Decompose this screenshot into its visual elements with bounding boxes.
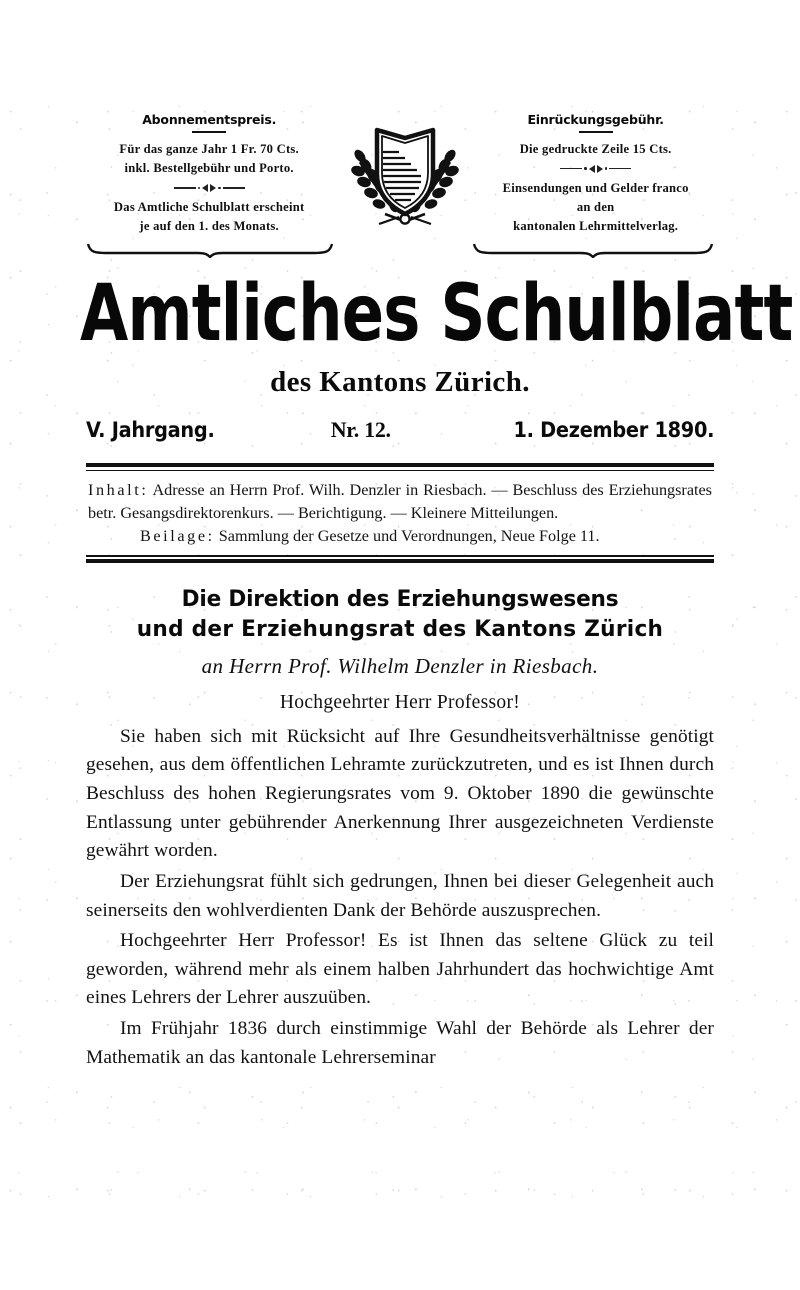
advertising-line-2: Einsendungen und Gelder franco: [502, 181, 689, 196]
issue-line: [0, 399, 800, 443]
heading-rule: [192, 131, 226, 133]
article: [86, 585, 714, 1072]
supplement-text: Sammlung der Gesetze und Verordnungen, Neue Folge 11.: [214, 527, 600, 545]
advertising-line-1: Die gedruckte Zeile 15 Cts.: [519, 142, 672, 156]
advertising-heading: Einrückungsgebühr.: [527, 112, 664, 127]
article-body: [86, 723, 714, 1072]
masthead-subscription-column: [86, 112, 332, 237]
table-of-contents: [86, 463, 714, 563]
article-heading-line-2: und der Erziehungsrat des Kantons Zürich: [136, 615, 664, 642]
issue-volume: V. Jahrgang.: [86, 418, 215, 442]
subscription-line-3: Das Amtliche Schulblatt erscheint: [113, 200, 305, 215]
title-block: [0, 268, 800, 399]
masthead-advertising-column: [477, 112, 714, 237]
coat-of-arms-icon: [332, 112, 477, 234]
article-heading-line-1: Die Direktion des Erziehungswesens: [181, 586, 619, 612]
article-paragraph: Der Erziehungsrat fühlt sich gedrungen, Ihnen bei dieser Gelegenheit auch seinerseits den wohlverdienten Dank der Behörde auszusprechen.: [86, 870, 714, 921]
toc-bottom-rule-thick: [86, 559, 714, 563]
subscription-heading: Abonnementspreis.: [142, 112, 277, 127]
toc-text: Adresse an Herrn Prof. Wilh. Denzler in Riesbach. — Beschluss des Erziehungsrates betr. Gesangsdirektorenkurs. — Berichtigung. — Kleinere Mitteilungen.: [88, 481, 712, 522]
subscription-line-1: Für das ganze Jahr 1 Fr. 70 Cts.: [119, 142, 299, 156]
subscription-line-4: je auf den 1. des Monats.: [139, 219, 279, 234]
article-paragraph: Hochgeehrter Herr Professor! Es ist Ihnen das seltene Glück zu teil geworden, während mehr als einem halben Jahrhundert das hochwichtige Amt eines Lehrers der Lehrer auszuüben.: [86, 930, 714, 1009]
advertising-line-4: kantonalen Lehrmittelverlag.: [513, 219, 679, 234]
issue-number: Nr. 12.: [330, 417, 391, 442]
issue-date: 1. Dezember 1890.: [513, 418, 714, 442]
masthead: [0, 0, 800, 237]
page-subtitle: des Kantons Zürich.: [270, 366, 530, 398]
toc-contents-line: [88, 479, 712, 525]
supplement-label: Beilage:: [140, 527, 215, 545]
brace-rule-right-icon: [472, 242, 714, 258]
article-heading: [99, 585, 702, 645]
article-salutation: Hochgeehrter Herr Professor!: [279, 691, 521, 713]
page-title: Amtliches Schulblatt: [80, 268, 793, 359]
masthead-brace-rules: [0, 237, 800, 258]
article-paragraph: Im Frühjahr 1836 durch einstimmige Wahl der Behörde als Lehrer der Mathematik an das kantonale Lehrerseminar: [86, 1017, 714, 1068]
article-paragraph: Sie haben sich mit Rücksicht auf Ihre Gesundheitsverhältnisse genötigt gesehen, aus dem öffentlichen Lehramte zurückzutreten, und es ist Ihnen durch Beschluss des hohen Regierungsrates vom 9. Oktober 1890 die gewünschte Entlassung unter gebührender Anerkennung Ihrer ausgezeichneten Verdienste gewährt worden.: [86, 725, 714, 862]
ornament-divider-icon: [86, 183, 332, 192]
subscription-line-2: inkl. Bestellgebühr und Porto.: [124, 161, 294, 176]
brace-rule-left-icon: [86, 242, 334, 258]
heading-rule: [579, 131, 613, 133]
toc-supplement-line: [88, 525, 712, 548]
toc-label: Inhalt:: [88, 481, 149, 499]
article-subheading: an Herrn Prof. Wilhelm Denzler in Riesbach.: [201, 653, 599, 678]
toc-body: [86, 471, 714, 555]
ornament-divider-icon: [477, 164, 714, 173]
advertising-line-3: an den: [576, 200, 615, 215]
